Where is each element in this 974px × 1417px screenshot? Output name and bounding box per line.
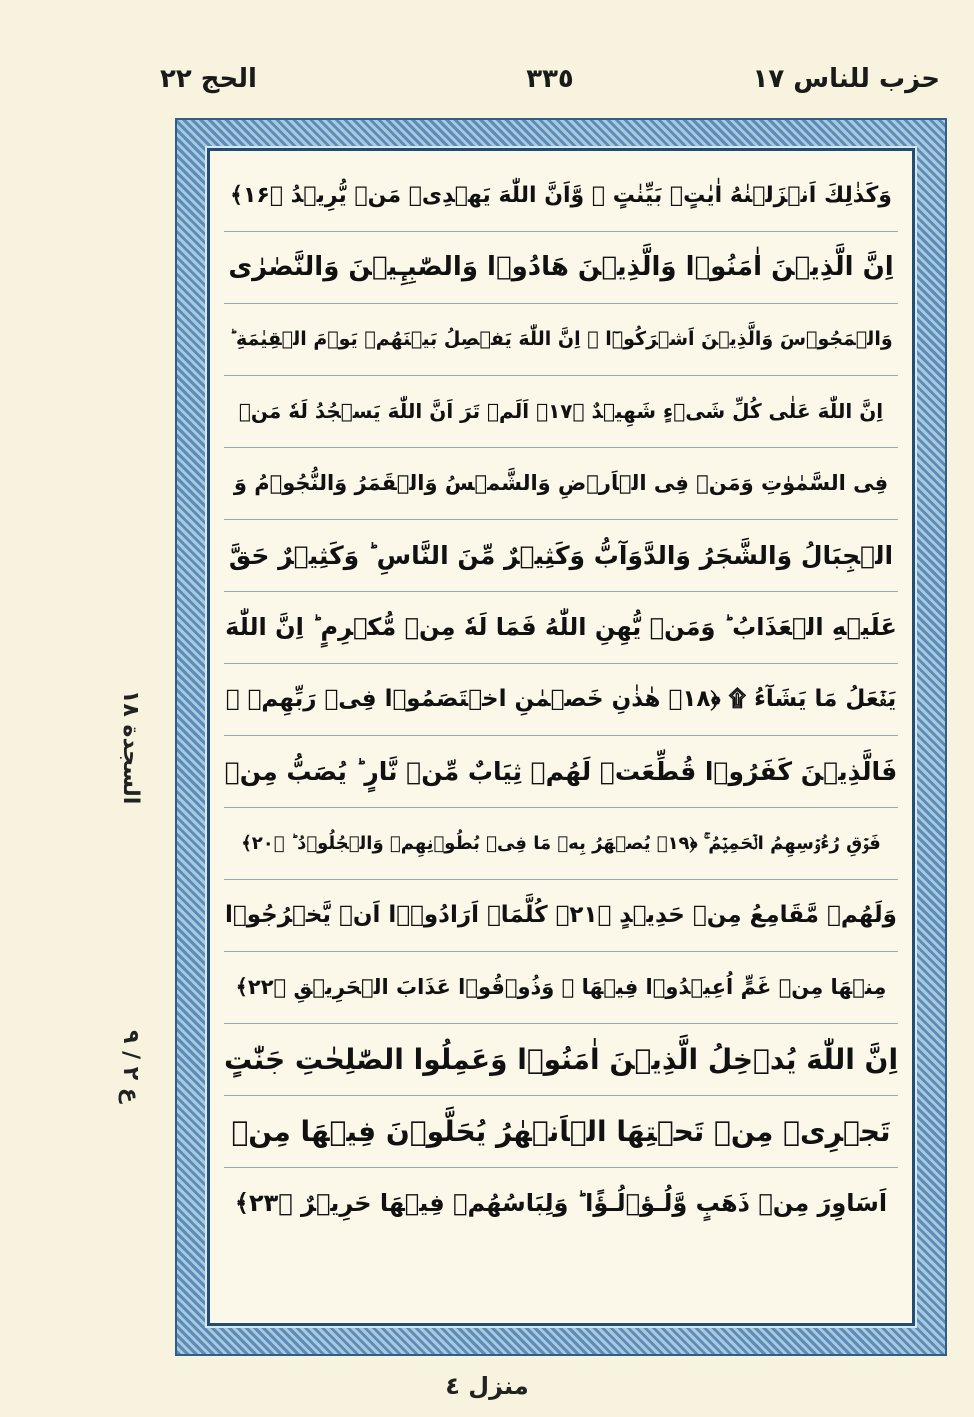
ornamental-border (175, 118, 947, 1356)
verse-line-4: اِنَّ اللّٰهَ عَلٰى كُلِّ شَىۡءٍ شَهِيۡدٌ ﴿۱۷﴾ اَلَمۡ تَرَ اَنَّ اللّٰهَ يَسۡجُدُ لَهٗ مَنۡ (224, 375, 898, 448)
text-panel (207, 148, 915, 1326)
verse-line-7: عَلَيۡهِ الۡعَذَابُ ؕ وَمَنۡ يُّهِنِ اللّٰهُ فَمَا لَهٗ مِنۡ مُّكۡرِمٍ ؕ اِنَّ اللّٰهَ (224, 591, 898, 664)
surah-label: الحج ٢٢ (160, 64, 257, 94)
page-number: ٣٣٥ (526, 64, 574, 94)
verse-line-8: يَفۡعَلُ مَا يَشَآءُ ۩ ﴿۱۸﴾ هٰذٰنِ خَصۡمٰنِ اخۡتَصَمُوۡا فِىۡ رَبِّهِمۡ ۚ (224, 663, 898, 736)
verse-line-10: فَوۡقِ رُءُوۡسِهِمُ الۡحَمِيۡمُ ۚ ﴿۱۹﴾ يُصۡهَرُ بِهٖ مَا فِىۡ بُطُوۡنِهِمۡ وَالۡجُلُوۡدُ ؕ ﴿۲۰﴾ (224, 807, 898, 880)
verse-line-13: اِنَّ اللّٰهَ يُدۡخِلُ الَّذِيۡنَ اٰمَنُوۡا وَعَمِلُوا الصّٰلِحٰتِ جَنّٰتٍ (224, 1023, 898, 1096)
verse-lines (210, 151, 912, 1323)
sajdah-margin-note: السجدة ١٨ (118, 690, 143, 805)
verse-line-1: وَكَذٰلِكَ اَنۡزَلۡنٰهُ اٰيٰتٍۢ بَيِّنٰتٍ ۙ وَّاَنَّ اللّٰهَ يَهۡدِىۡ مَنۡ يُّرِيۡدُ ﴿۱۶﴾ (224, 159, 898, 232)
hizb-label: حزب للناس ١٧ (752, 64, 940, 94)
verse-line-5: فِى السَّمٰوٰتِ وَمَنۡ فِى الۡاَرۡضِ وَالشَّمۡسُ وَالۡقَمَرُ وَالنُّجُوۡمُ وَ (224, 447, 898, 520)
ruku-margin-note: ع ٢ / ٩ (118, 1030, 143, 1103)
verse-line-14: تَجۡرِىۡ مِنۡ تَحۡتِهَا الۡاَنۡهٰرُ يُحَلَّوۡنَ فِيۡهَا مِنۡ (224, 1095, 898, 1168)
page-header (160, 58, 940, 108)
verse-line-11: وَلَهُمۡ مَّقَامِعُ مِنۡ حَدِيۡدٍ ﴿۲۱﴾ كُلَّمَاۤ اَرَادُوۡۤا اَنۡ يَّخۡرُجُوۡا (224, 879, 898, 952)
verse-line-15: اَسَاوِرَ مِنۡ ذَهَبٍ وَّلُـؤۡلُـؤًا ؕ وَلِبَاسُهُمۡ فِيۡهَا حَرِيۡرٌ ﴿۲۳﴾ (234, 1189, 888, 1217)
verse-line-12: مِنۡهَا مِنۡ غَمٍّ اُعِيۡدُوۡا فِيۡهَا ۖ وَذُوۡقُوۡا عَذَابَ الۡحَرِيۡقِ ﴿۲۲﴾ (224, 951, 898, 1024)
verse-line-2: اِنَّ الَّذِيۡنَ اٰمَنُوۡا وَالَّذِيۡنَ هَادُوۡا وَالصّٰبِـِٕيۡنَ وَالنَّصٰرٰى (224, 231, 898, 304)
verse-line-6: الۡجِبَالُ وَالشَّجَرُ وَالدَّوَآبُّ وَكَثِيۡرٌ مِّنَ النَّاسِ ؕ وَكَثِيۡرٌ حَقَّ (224, 519, 898, 592)
manzil-footer: منزل ٤ (445, 1372, 529, 1400)
verse-line-9: فَالَّذِيۡنَ كَفَرُوۡا قُطِّعَتۡ لَهُمۡ ثِيَابٌ مِّنۡ نَّارٍ ؕ يُصَبُّ مِنۡ (224, 735, 898, 808)
verse-line-3: وَالۡمَجُوۡسَ وَالَّذِيۡنَ اَشۡرَكُوۡٓا ۖ اِنَّ اللّٰهَ يَفۡصِلُ بَيۡنَهُمۡ يَوۡمَ الۡقِيٰمَةِ ؕ (224, 303, 898, 376)
